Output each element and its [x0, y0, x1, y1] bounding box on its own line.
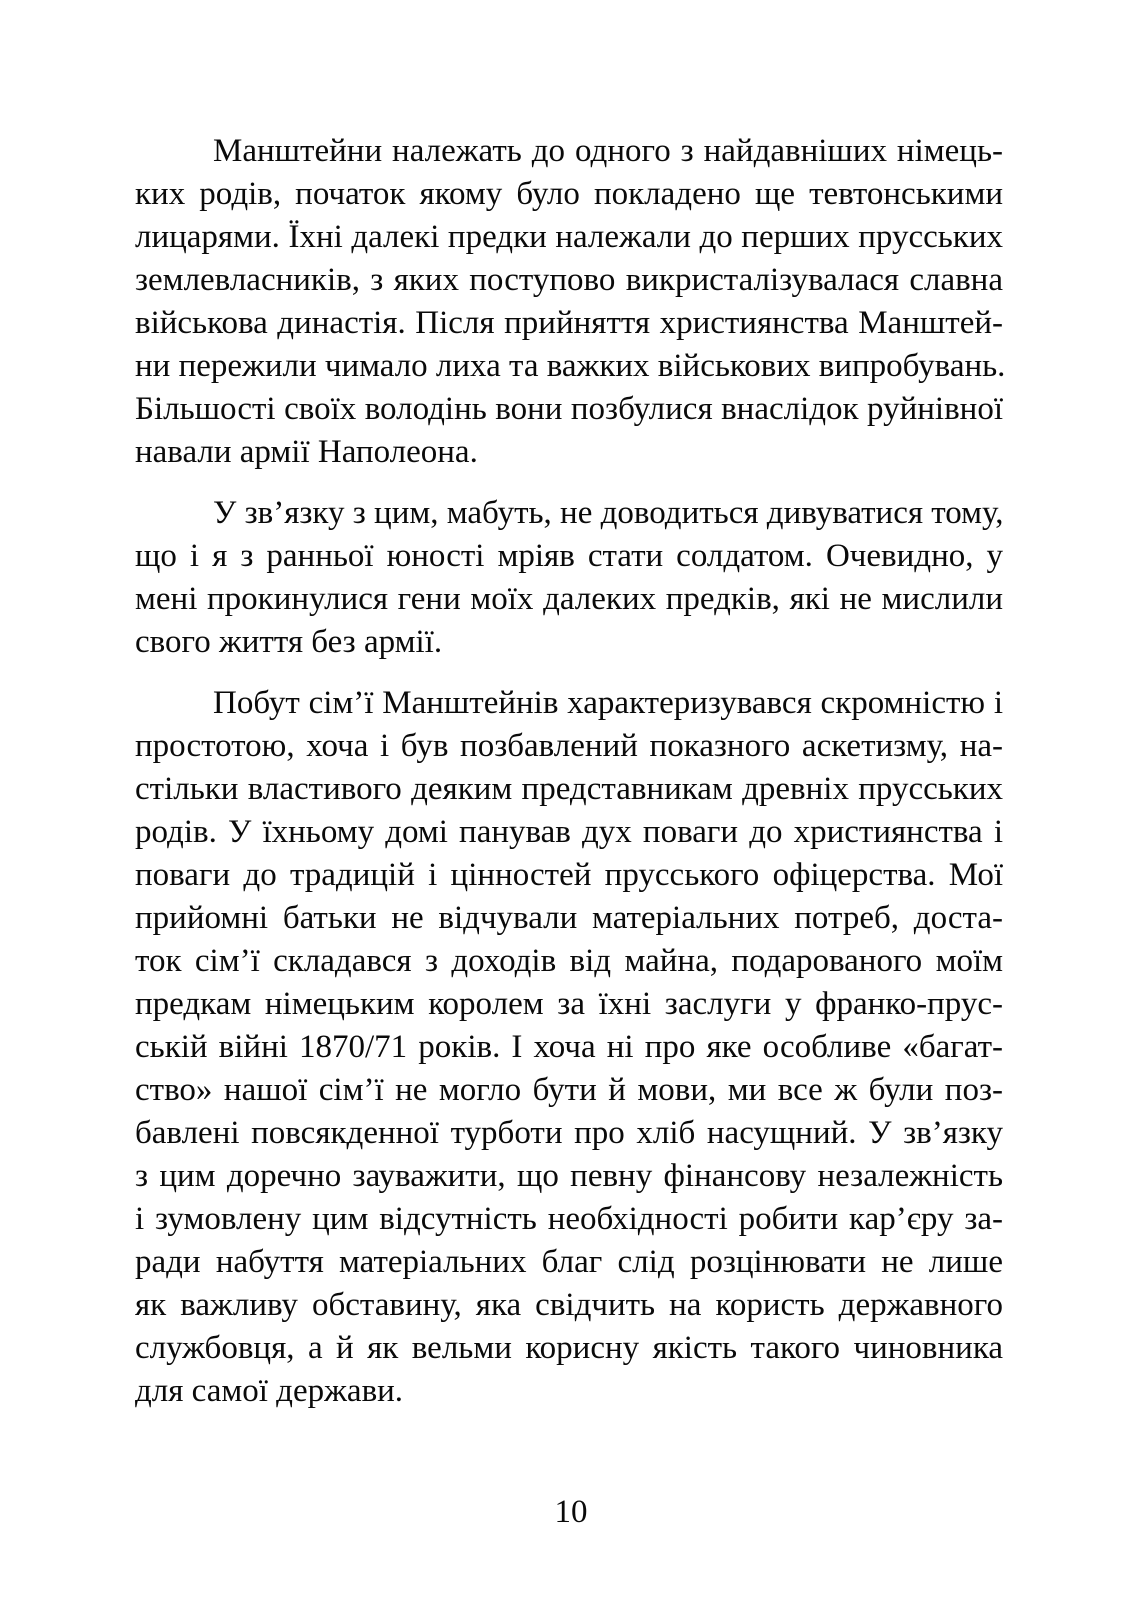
- text-line: ради набуття матеріальних благ слід розцінювати не лише: [135, 1244, 1003, 1280]
- text-line: поваги до традицій і цінностей прусського офіцерства. Мої: [135, 857, 1003, 893]
- text-line: У зв’язку з цим, мабуть, не доводиться дивуватися тому,: [213, 495, 1004, 531]
- page-number: 10: [554, 1494, 588, 1530]
- text-line: землевласників, з яких поступово викристалізувалася славна: [135, 262, 1003, 298]
- paragraph: [135, 682, 1003, 1413]
- text-line: предкам німецьким королем за їхні заслуги у франко-прус-: [135, 986, 1003, 1022]
- text-line: мені прокинулися гени моїх далеких предків, які не мислили: [135, 581, 1003, 617]
- text-line: прийомні батьки не відчували матеріальних потреб, доста-: [135, 900, 1003, 936]
- paragraph: [135, 492, 1003, 664]
- text-line: і зумовлену цим відсутність необхідності робити кар’єру за-: [135, 1201, 1003, 1237]
- paragraph: [135, 130, 1006, 474]
- text-line: простотою, хоча і був позбавлений показного аскетизму, на-: [135, 728, 1003, 764]
- text-line: ни пережили чимало лиха та важких військових випробувань.: [135, 348, 1006, 384]
- text-line: Побут сім’ї Манштейнів характеризувався скромністю і: [213, 685, 1003, 721]
- text-line: службовця, а й як вельми корисну якість такого чиновника: [135, 1330, 1003, 1366]
- text-line: ких родів, початок якому було покладено ще тевтонськими: [135, 176, 1003, 212]
- text-line: лицарями. Їхні далекі предки належали до перших прусських: [135, 219, 1003, 255]
- text-line: свого життя без армії.: [135, 624, 443, 660]
- text-line: ток сім’ї складався з доходів від майна, подарованого моїм: [135, 943, 1003, 979]
- text-line: Більшості своїх володінь вони позбулися внаслідок руйнівної: [135, 391, 1003, 427]
- text-line: військова династія. Після прийняття християнства Манштей-: [135, 305, 1003, 341]
- text-line: родів. У їхньому домі панував дух поваги до християнства і: [135, 814, 1003, 850]
- text-line: ській війні 1870/71 років. І хоча ні про яке особливе «багат-: [135, 1029, 1003, 1065]
- text-line: що і я з ранньої юності мріяв стати солдатом. Очевидно, у: [135, 538, 1003, 574]
- text-line: стільки властивого деяким представникам древніх прусських: [135, 771, 1003, 807]
- text-line: для самої держави.: [135, 1373, 404, 1409]
- text-line: з цим доречно зауважити, що певну фінансову незалежність: [135, 1158, 1003, 1194]
- text-line: навали армії Наполеона.: [135, 434, 478, 470]
- text-line: ство» нашої сім’ї не могло бути й мови, ми все ж були поз-: [135, 1072, 1003, 1108]
- text-line: бавлені повсякденної турботи про хліб насущний. У зв’язку: [135, 1115, 1003, 1151]
- text-line: Манштейни належать до одного з найдавніших німець-: [213, 133, 1003, 169]
- text-line: як важливу обставину, яка свідчить на користь державного: [135, 1287, 1003, 1323]
- text-block: [135, 130, 1006, 1413]
